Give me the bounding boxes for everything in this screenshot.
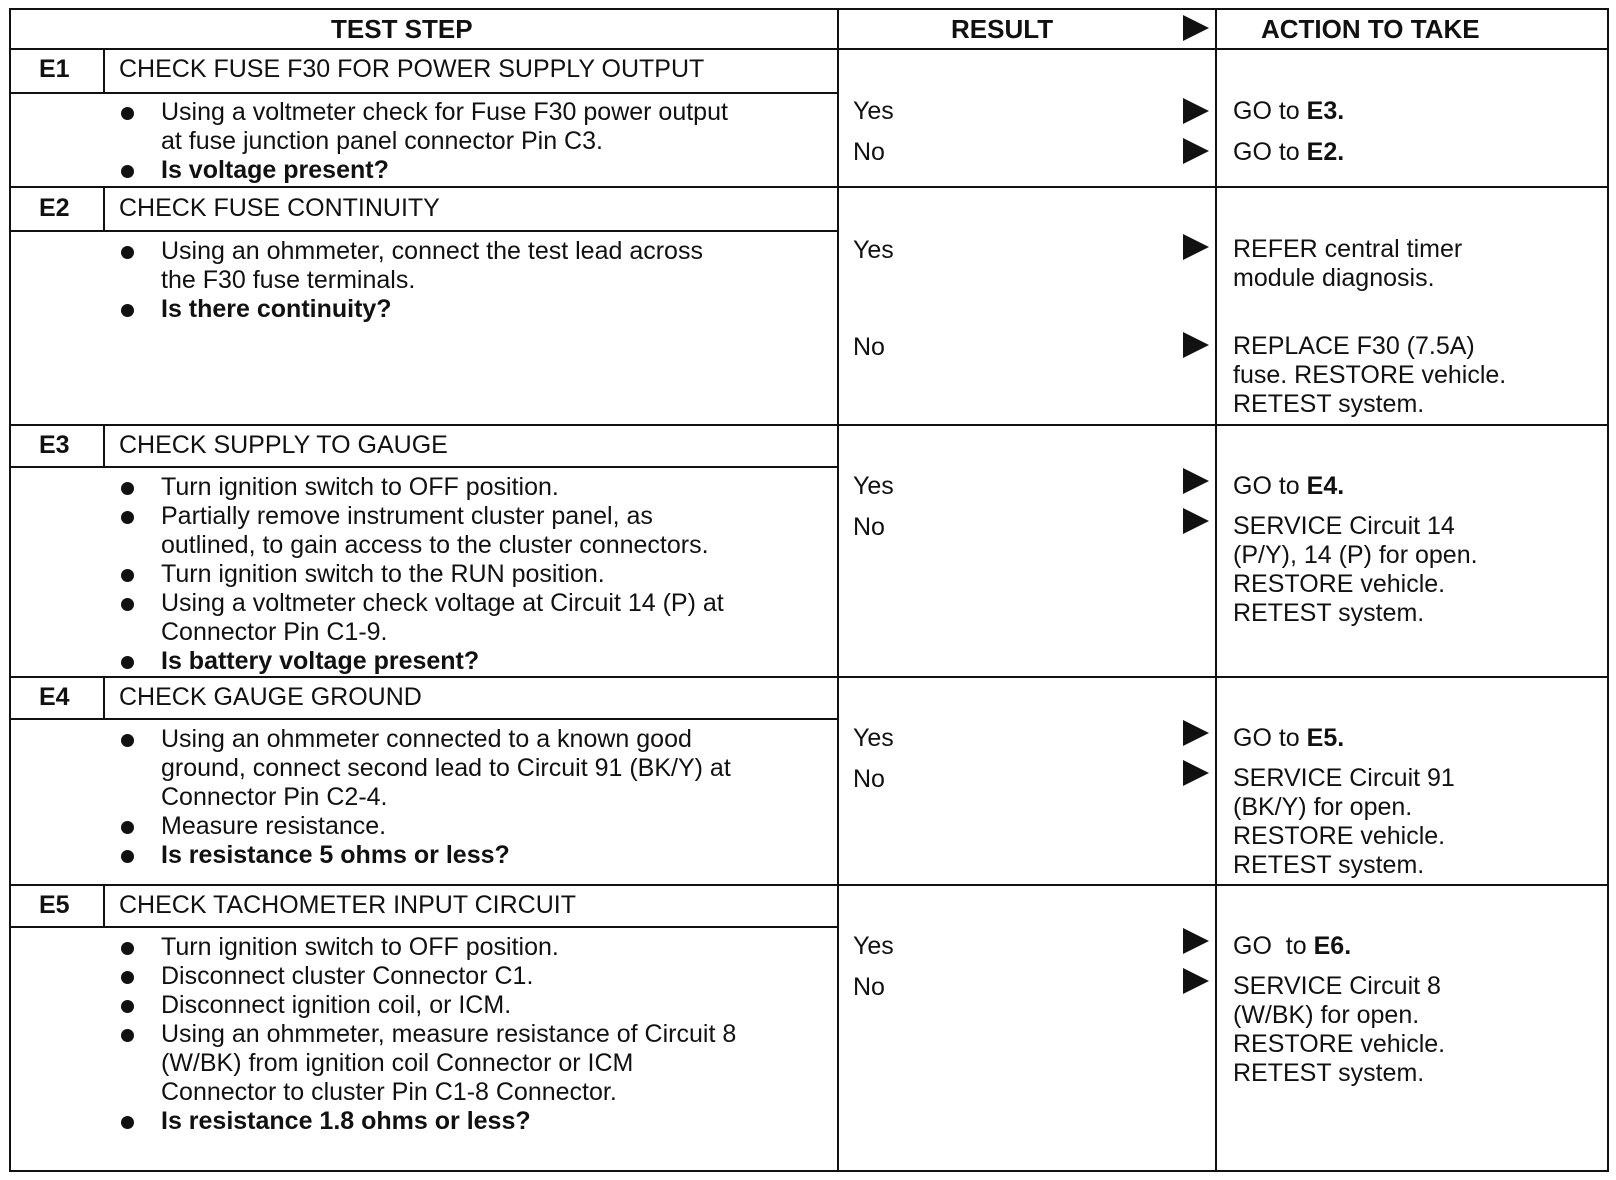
instruction-line: Using an ohmmeter, measure resistance of Circuit 8 [161, 1020, 737, 1048]
col-divider-test-result [837, 10, 839, 1170]
step-question: Is resistance 1.8 ohms or less? [161, 1107, 531, 1135]
action-text: REFER central timer module diagnosis. [1233, 235, 1463, 292]
diagnostic-table [9, 8, 1609, 1172]
title-divider [11, 230, 837, 232]
result-no: No [853, 333, 885, 361]
step-instructions [121, 473, 831, 678]
result-yes: Yes [853, 236, 894, 264]
title-divider [11, 466, 837, 468]
bullet-icon [121, 1116, 134, 1129]
bullet-icon [121, 942, 134, 955]
arrow-icon [1183, 468, 1209, 494]
code-divider [103, 48, 105, 92]
bullet-icon [121, 482, 134, 495]
instruction-line: the F30 fuse terminals. [161, 266, 416, 294]
arrow-icon [1183, 720, 1209, 746]
arrow-icon [1183, 332, 1209, 358]
result-no: No [853, 973, 885, 1001]
instruction-line: Using an ohmmeter connected to a known good [161, 725, 692, 753]
action-text: REPLACE F30 (7.5A) fuse. RESTORE vehicle. RETEST system. [1233, 332, 1507, 418]
instruction-line: at fuse junction panel connector Pin C3. [161, 127, 603, 155]
action-text: SERVICE Circuit 8 (W/BK) for open. RESTORE vehicle. RETEST system. [1233, 972, 1446, 1087]
result-no: No [853, 765, 885, 793]
arrow-icon [1183, 968, 1209, 994]
bullet-icon [121, 734, 134, 747]
title-divider [11, 718, 837, 720]
code-divider [103, 676, 105, 718]
action-text: SERVICE Circuit 14 (P/Y), 14 (P) for open. RESTORE vehicle. RETEST system. [1233, 512, 1478, 627]
instruction-line: Connector to cluster Pin C1-8 Connector. [161, 1078, 617, 1106]
step-title: CHECK FUSE F30 FOR POWER SUPPLY OUTPUT [119, 55, 705, 83]
bullet-icon [121, 511, 134, 524]
bullet-icon [121, 304, 134, 317]
instruction-line: Turn ignition switch to OFF position. [161, 473, 559, 501]
instruction-line: Turn ignition switch to the RUN position. [161, 560, 605, 588]
action-goto: GO to E4. [1233, 472, 1345, 500]
header-result: RESULT [951, 14, 1054, 44]
step-question: Is there continuity? [161, 295, 392, 323]
result-yes: Yes [853, 724, 894, 752]
action-text: SERVICE Circuit 91 (BK/Y) for open. RESTORE vehicle. RETEST system. [1233, 764, 1455, 879]
arrow-icon [1183, 234, 1209, 260]
arrow-icon [1183, 138, 1209, 164]
step-title: CHECK SUPPLY TO GAUGE [119, 431, 448, 459]
result-yes: Yes [853, 932, 894, 960]
step-instructions [121, 725, 831, 875]
title-divider [11, 92, 837, 94]
step-code: E2 [39, 194, 70, 222]
bullet-icon [121, 246, 134, 259]
step-question: Is voltage present? [161, 156, 389, 184]
step-code: E5 [39, 891, 70, 919]
action-goto: GO to E5. [1233, 724, 1345, 752]
instruction-line: ground, connect second lead to Circuit 91 (BK/Y) at [161, 754, 731, 782]
step-instructions [121, 237, 821, 327]
result-yes: Yes [853, 472, 894, 500]
bullet-icon [121, 1000, 134, 1013]
action-goto: GO to E3. [1233, 97, 1345, 125]
instruction-line: (W/BK) from ignition coil Connector or ICM [161, 1049, 634, 1077]
bullet-icon [121, 598, 134, 611]
section-divider [11, 884, 1607, 886]
header-action: ACTION TO TAKE [1261, 14, 1480, 44]
arrow-icon [1183, 928, 1209, 954]
action-goto: GO to E6. [1233, 932, 1352, 960]
step-question: Is resistance 5 ohms or less? [161, 841, 510, 869]
code-divider [103, 186, 105, 230]
title-divider [11, 926, 837, 928]
arrow-icon [1183, 508, 1209, 534]
instruction-line: Connector Pin C1-9. [161, 618, 388, 646]
instruction-line: Using a voltmeter check for Fuse F30 power output [161, 98, 728, 126]
result-no: No [853, 138, 885, 166]
bullet-icon [121, 107, 134, 120]
instruction-line: outlined, to gain access to the cluster connectors. [161, 531, 709, 559]
instruction-line: Disconnect cluster Connector C1. [161, 962, 534, 990]
step-instructions [121, 98, 821, 188]
instruction-line: Partially remove instrument cluster panel, as [161, 502, 653, 530]
result-no: No [853, 513, 885, 541]
code-divider [103, 424, 105, 466]
step-title: CHECK FUSE CONTINUITY [119, 194, 440, 222]
bullet-icon [121, 165, 134, 178]
instruction-line: Connector Pin C2-4. [161, 783, 388, 811]
instruction-line: Using an ohmmeter, connect the test lead across [161, 237, 703, 265]
bullet-icon [121, 971, 134, 984]
arrow-icon [1183, 760, 1209, 786]
bullet-icon [121, 656, 134, 669]
bullet-icon [121, 1029, 134, 1042]
section-divider [11, 424, 1607, 426]
instruction-line: Measure resistance. [161, 812, 387, 840]
arrow-icon [1183, 98, 1209, 124]
instruction-line: Turn ignition switch to OFF position. [161, 933, 559, 961]
bullet-icon [121, 569, 134, 582]
step-instructions [121, 933, 831, 1143]
step-code: E4 [39, 683, 70, 711]
step-title: CHECK TACHOMETER INPUT CIRCUIT [119, 891, 576, 919]
step-code: E3 [39, 431, 70, 459]
step-code: E1 [39, 55, 70, 83]
instruction-line: Disconnect ignition coil, or ICM. [161, 991, 512, 1019]
header-divider [11, 48, 1607, 50]
result-yes: Yes [853, 97, 894, 125]
bullet-icon [121, 850, 134, 863]
bullet-icon [121, 821, 134, 834]
instruction-line: Using a voltmeter check voltage at Circuit 14 (P) at [161, 589, 724, 617]
step-title: CHECK GAUGE GROUND [119, 683, 422, 711]
col-divider-result-action [1215, 10, 1217, 1170]
code-divider [103, 884, 105, 926]
action-goto: GO to E2. [1233, 138, 1345, 166]
step-question: Is battery voltage present? [161, 647, 480, 675]
header-arrow-icon [1183, 15, 1209, 41]
header-test-step: TEST STEP [331, 14, 473, 44]
